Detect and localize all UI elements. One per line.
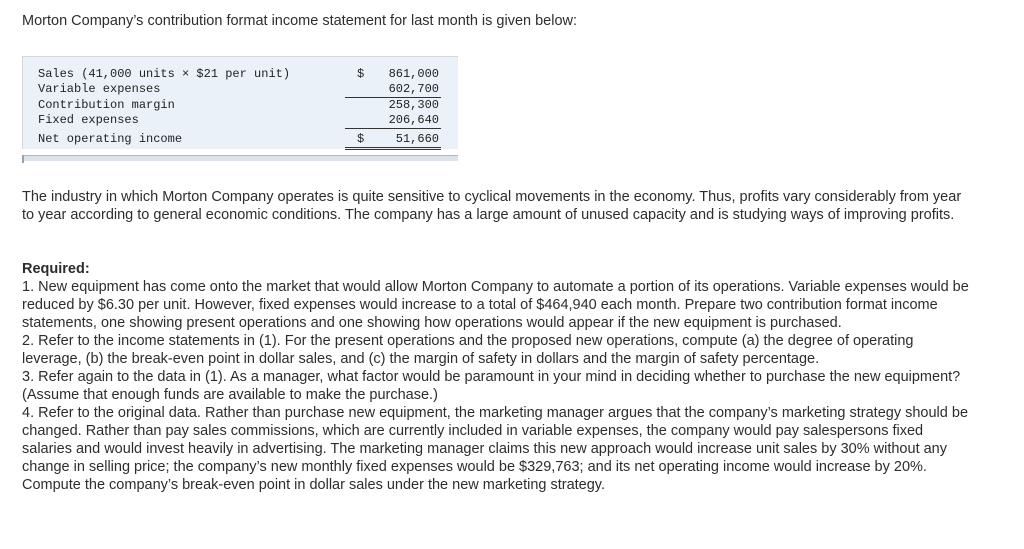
fixed-expenses-label: Fixed expenses: [38, 113, 139, 127]
fixed-expenses-amount: 206,640: [388, 113, 439, 127]
required-heading: Required:: [22, 261, 90, 277]
net-income-double-underline-bottom: [345, 149, 441, 150]
required-item-1: 1. New equipment has come onto the market that would allow Morton Company to automate a portion of its operations. Variable expenses would be reduced by $6.30 per unit. However, fixed expenses would increase to a total of $464,940 each month. Prepare two contribution format income statements, one showing present operations and one showing how operations would appear if the new equipment is purchased.: [22, 279, 969, 331]
contribution-margin-label: Contribution margin: [38, 98, 175, 112]
net-operating-income-row: [23, 131, 459, 147]
sales-label: Sales (41,000 units × $21 per unit): [38, 67, 291, 81]
net-operating-income-currency: $: [357, 132, 365, 146]
income-statement-table: [22, 56, 458, 149]
intro-text: Morton Company’s contribution format income statement for last month is given below:: [22, 13, 578, 29]
contribution-margin-amount: 258,300: [388, 98, 439, 112]
variable-expenses-label: Variable expenses: [38, 82, 161, 96]
table-bottom-accent: [22, 155, 24, 163]
table-bottom-bar: [22, 155, 458, 161]
variable-expenses-amount: 602,700: [388, 82, 439, 96]
variable-expenses-row: [23, 81, 459, 97]
industry-paragraph: The industry in which Morton Company operates is quite sensitive to cyclical movements in the economy. Thus, profits vary considerably from year to year according to general economic conditions. The company has a large amount of unused capacity and is studying ways of improving profits.: [22, 189, 962, 223]
contribution-margin-row: [23, 97, 459, 113]
sales-row: [23, 66, 459, 82]
fixed-expenses-row: [23, 112, 459, 128]
net-income-double-underline-top: [345, 147, 441, 148]
required-item-2: 2. Refer to the income statements in (1). For the present operations and the proposed new operations, compute (a) the degree of operating leverage, (b) the break-even point in dollar sales, and (c) the margin of safety in dollars and the margin of safety percentage.: [22, 333, 914, 367]
income-statement-body: [22, 57, 458, 149]
sales-currency: $: [357, 67, 365, 81]
required-list: [22, 278, 970, 494]
fixed-expenses-underline: [345, 128, 441, 129]
required-item-4: 4. Refer to the original data. Rather than purchase new equipment, the marketing manager argues that the company’s marketing strategy should be changed. Rather than pay sales commissions, which are currently included in variable expenses, the company would pay salespersons fixed salaries and would invest heavily in advertising. The marketing manager claims this new approach would increase unit sales by 30% without any change in selling price; the company’s new monthly fixed expenses would be $329,763; and its net operating income would increase by 20%. Compute the company’s break-even point in dollar sales under the new marketing strategy.: [22, 405, 969, 493]
net-operating-income-amount: 51,660: [395, 132, 439, 146]
required-item-3: 3. Refer again to the data in (1). As a manager, what factor would be paramount in your mind in deciding whether to purchase the new equipment? (Assume that enough funds are available to make the purchase.): [22, 369, 961, 403]
sales-amount: 861,000: [388, 67, 439, 81]
net-operating-income-label: Net operating income: [38, 132, 183, 146]
